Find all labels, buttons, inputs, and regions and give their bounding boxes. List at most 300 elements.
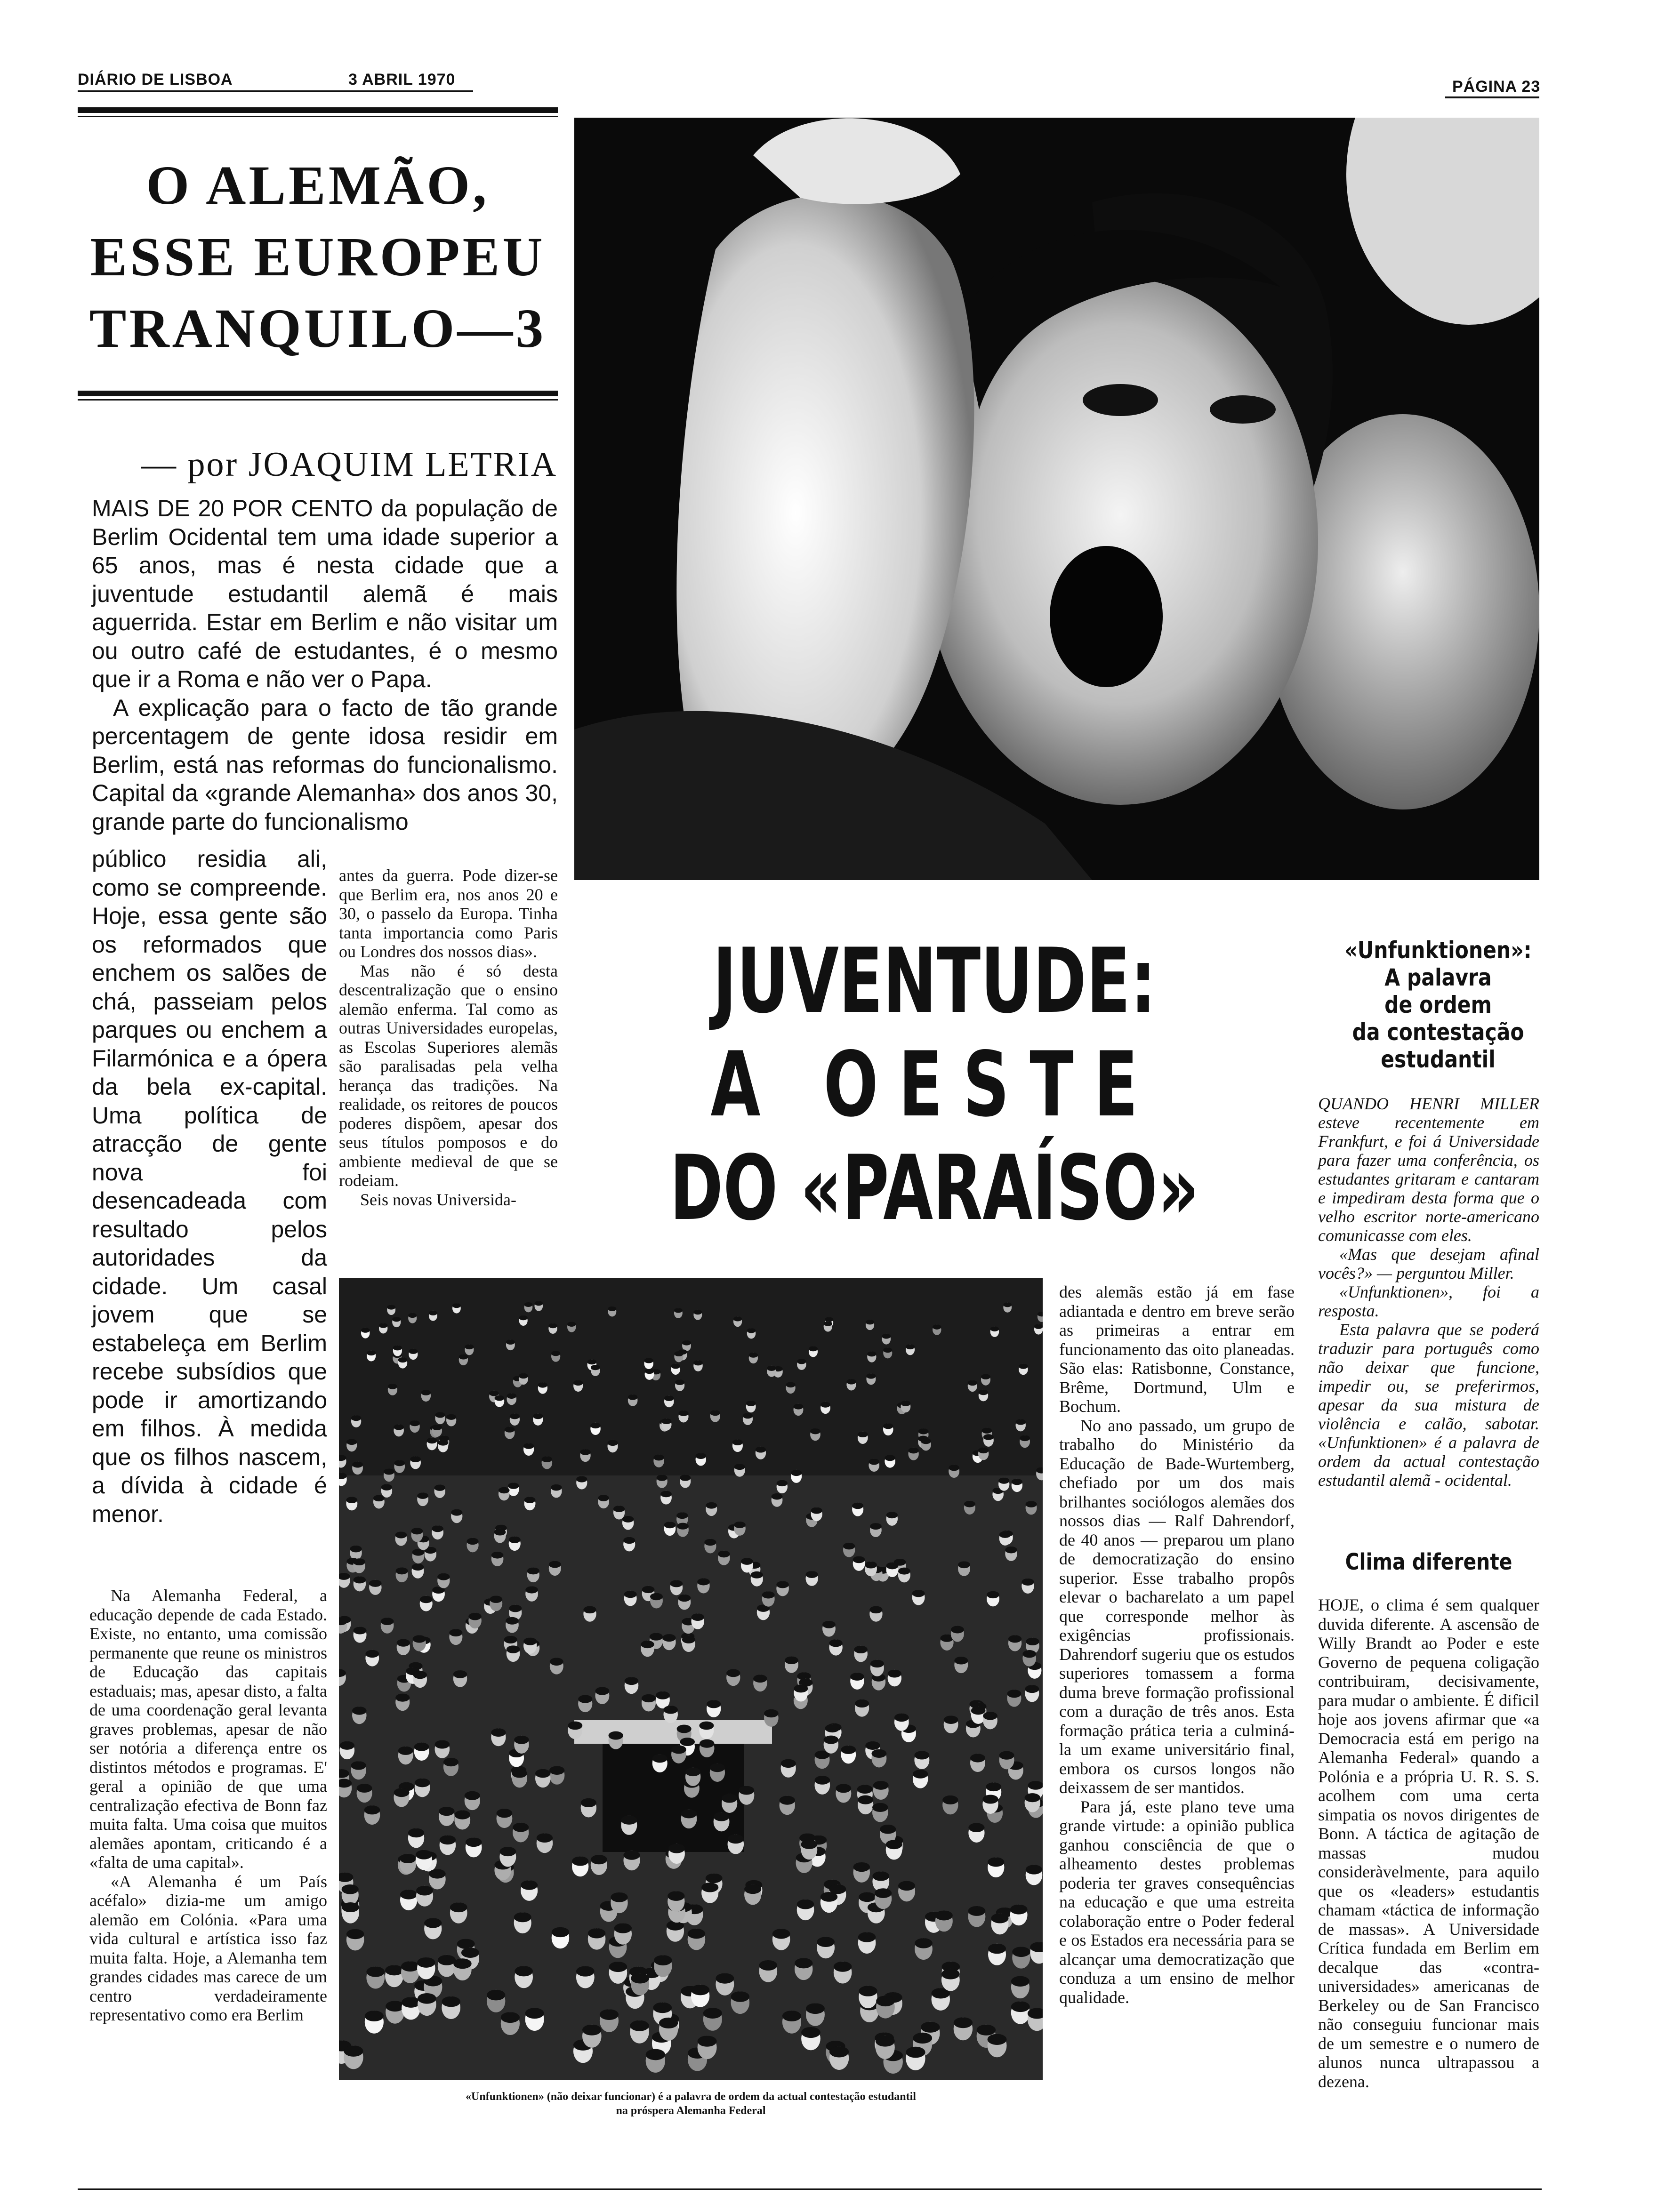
crowd-hair	[776, 1581, 789, 1588]
crowd-hair	[424, 1918, 442, 1928]
crowd-hair	[631, 1973, 649, 1983]
crowd-hair	[386, 2001, 404, 2012]
crowd-hair	[353, 1558, 365, 1565]
crowd-hair	[525, 2008, 544, 2019]
crowd-hair	[872, 1803, 888, 1812]
crowd-hair	[722, 1794, 737, 1803]
crowd-hair	[509, 1605, 522, 1612]
crowd-illustration	[339, 1278, 1043, 2080]
crowd-hair	[886, 1512, 898, 1518]
crowd-hair	[894, 1714, 909, 1722]
crowd-hair	[977, 2025, 996, 2036]
crowd-hair	[361, 1328, 370, 1333]
crowd-hair	[716, 1973, 734, 1983]
crowd-hair	[420, 1596, 433, 1603]
crowd-hair	[551, 1484, 562, 1491]
crowd-hair	[505, 1427, 515, 1432]
crowd-hair	[987, 1591, 999, 1598]
crowd-hair	[1026, 1865, 1043, 1874]
crowd-hair	[870, 1660, 884, 1668]
crowd-hair	[733, 1316, 742, 1321]
crowd-hair	[971, 1707, 986, 1715]
crowd-hair	[822, 1621, 836, 1628]
crowd-hair	[568, 1722, 582, 1730]
crowd-hair	[623, 1851, 640, 1860]
crowd-hair	[888, 1670, 901, 1678]
headline	[565, 930, 1304, 1240]
crowd-hair	[1008, 1635, 1022, 1643]
crowd-hair	[549, 1561, 561, 1568]
crowd-hair	[949, 1465, 959, 1471]
crowd-hair	[501, 2012, 520, 2023]
crowd-hair	[824, 1321, 832, 1326]
crowd-hair	[697, 1578, 709, 1585]
crowd-hair	[762, 1591, 775, 1598]
clima-text	[1318, 1595, 1539, 2091]
crowd-hair	[650, 1633, 663, 1641]
crowd-hair	[342, 1884, 359, 1894]
crowd-hair	[402, 1997, 420, 2008]
crowd-hair	[688, 1929, 706, 1939]
crowd-hair	[859, 1892, 876, 1902]
crowd-hair	[710, 1410, 720, 1416]
crowd-hair	[507, 1393, 516, 1399]
crowd-hair	[854, 1646, 868, 1653]
crowd-hair	[979, 1389, 988, 1395]
crowd-hair	[805, 1571, 818, 1578]
crowd-hair	[749, 1353, 758, 1358]
crowd-hair	[499, 1847, 516, 1856]
crowd-hair	[588, 1928, 606, 1938]
crowd-hair	[677, 1523, 689, 1530]
crowd-hair	[664, 1522, 676, 1528]
subhead-clima: Clima diferente	[1345, 1549, 1512, 1575]
crowd-hair	[506, 1339, 515, 1345]
crowd-hair	[442, 1996, 460, 2007]
crowd-hair	[858, 1432, 868, 1437]
crowd-hair	[746, 1401, 756, 1406]
crowd-hair	[841, 1746, 856, 1754]
crowd-hair	[413, 1671, 427, 1679]
crowd-hair	[782, 2011, 801, 2021]
crowd-hair	[415, 1779, 430, 1787]
crowd-hair	[538, 1382, 547, 1388]
sidebar-paragraph: Esta palavra que se poderá traduzir para português como não deixar que funcione, impedir ou, se preferirmos, apesar da sua mistura de violência e calão, sabotar. «Unfunktionen» é a palavra de ordem da actual contestação estudantil alemã - ocidental.	[1318, 1320, 1539, 1490]
crowd-hair	[506, 1617, 519, 1625]
crowd-hair	[504, 1636, 517, 1643]
crowd-hair	[859, 1986, 877, 1996]
crowd-hair	[514, 1736, 529, 1744]
crowd-hair	[882, 1334, 891, 1339]
crowd-hair	[642, 1586, 655, 1593]
crowd-hair	[693, 1310, 702, 1314]
crowd-hair	[801, 1840, 818, 1849]
crowd-hair	[400, 1854, 416, 1863]
crowd-hair	[533, 1413, 543, 1419]
crowd-hair	[675, 1379, 684, 1385]
crowd-hair	[964, 1501, 975, 1507]
crowd-hair	[459, 1354, 468, 1359]
crowd-hair	[676, 1512, 688, 1519]
crowd-hair	[875, 1888, 892, 1898]
crowd-hair	[342, 1902, 359, 1912]
crowd-hair	[668, 1891, 684, 1901]
crowd-hair	[400, 1890, 417, 1899]
crowd-hair	[846, 1379, 856, 1385]
crowd-hair	[412, 1563, 424, 1571]
series-title-line-2: ESSE EUROPEU	[90, 226, 546, 288]
crowd-hair	[392, 1317, 401, 1322]
crowd-hair	[398, 1747, 413, 1755]
sidebar-heading-line: de ordem	[1384, 991, 1492, 1018]
crowd-hair	[968, 1823, 984, 1832]
crowd-hair	[608, 1306, 616, 1311]
crowd-hair	[704, 1539, 716, 1546]
crowd-hair	[583, 1606, 596, 1613]
crowd-hair	[446, 1414, 456, 1420]
crowd-hair	[351, 1415, 361, 1421]
crowd-hair	[710, 1763, 725, 1772]
crowd-hair	[410, 1420, 419, 1426]
crowd-hair	[791, 1470, 802, 1476]
crowd-hair	[438, 1955, 456, 1965]
issue-date: 3 ABRIL 1970	[348, 71, 456, 88]
crowd-hair	[513, 1823, 529, 1832]
crowd-hair	[663, 1706, 678, 1714]
crowd-hair	[440, 1835, 456, 1844]
crowd-hair	[491, 1728, 506, 1737]
crowd-hair	[491, 1552, 504, 1559]
crowd-hair	[780, 1796, 795, 1805]
crowd-hair	[537, 1833, 553, 1843]
crowd-hair	[918, 1428, 929, 1434]
crowd-hair	[357, 1784, 372, 1793]
crowd-hair	[1022, 1650, 1036, 1658]
crowd-hair	[523, 1637, 537, 1645]
crowd-hair	[457, 1939, 475, 1949]
crowd-hair	[590, 1423, 601, 1428]
crowd-hair	[691, 1613, 704, 1621]
crowd-hair	[869, 1606, 882, 1613]
crowd-hair	[817, 1937, 835, 1947]
crowd-hair	[674, 1308, 683, 1313]
crowd-hair	[578, 1695, 592, 1703]
crowd-hair	[706, 1874, 723, 1883]
crowd-hair	[668, 1844, 685, 1853]
crowd-hair	[450, 1902, 467, 1912]
photo-caption	[339, 2090, 1043, 2118]
crowd-hair	[435, 1740, 450, 1748]
crowd-hair	[397, 1639, 410, 1647]
crowd-hair	[650, 1593, 663, 1600]
crowd-hair	[398, 1357, 407, 1362]
crowd-hair	[609, 1962, 627, 1972]
crowd-hair	[367, 1350, 376, 1355]
crowd-hair	[1003, 1302, 1012, 1307]
crowd-hair	[809, 1346, 818, 1351]
crowd-hair	[465, 1791, 480, 1800]
narrow-column: público residia ali, como se compreende. Hoje, essa gente são os reformados que enchem os salões de chá, passeiam pelos parques ou enchem a Filarmónica e a ópera da bela ex-capital. Uma política de atracção de gente nova foi desencadeada com resultado pelos autoridades da cidade. Um casal jovem que se estabeleça em Berlim recebe subsídios que pode ir amortizando em filhos. À medida que os filhos nascem, a dívida à cidade é menor.	[92, 846, 327, 1527]
crowd-hair	[351, 1761, 366, 1770]
crowd-hair	[410, 1456, 421, 1462]
crowd-hair	[352, 1707, 367, 1715]
crowd-hair	[387, 1305, 395, 1309]
headline-line-1: JUVENTUDE:	[713, 929, 1156, 1033]
crowd-hair	[1034, 1324, 1043, 1329]
crowd-hair	[662, 1634, 676, 1642]
crowd-hair	[542, 1456, 553, 1462]
crowd-hair	[726, 1669, 740, 1677]
sidebar-paragraph: «Mas que desejam afinal vocês?» — perguntou Miller.	[1318, 1245, 1539, 1282]
crowd-hair	[696, 1453, 707, 1459]
crowd-hair	[369, 1580, 382, 1587]
crowd-hair	[591, 1365, 600, 1370]
crowd-hair	[512, 1769, 527, 1778]
small-paragraph: Na Alemanha Federal, a educação depende de cada Estado. Existe, no entanto, uma comissão permanente que reune os ministros de Educação das capitais estaduais; mas, apesar disto, a falta de uma coordenação geral levanta graves problemas, apesar de não ser notória a diferença entre os distintos métodos e programas. E' geral a opinião de que uma centralização efectiva de Bonn faz muita falta. Uma coisa que muitos alemães apontam, criticando é a «falta de uma capital».	[89, 1586, 327, 1872]
crowd-hair	[572, 1856, 588, 1866]
crowd-hair	[535, 1769, 551, 1778]
crowd-hair	[941, 1969, 960, 1979]
crowd-hair	[682, 1340, 691, 1346]
crowd-photo	[339, 1278, 1043, 2080]
crowd-hair	[409, 1349, 418, 1354]
crowd-hair	[794, 1684, 808, 1692]
crowd-hair	[346, 1497, 357, 1503]
crowd-hair	[395, 1693, 410, 1701]
crowd-hair	[452, 1303, 461, 1308]
small-paragraph: «A Alemanha é um País acéfalo» dizia-me um amigo alemão em Colónia. «Para uma vida cultural e artística isso faz muita falta. Hoje, a Alemanha tem grandes cidades mas carece de um centro verdadeiramente representativo como era Berlim	[89, 1872, 327, 2024]
crowd-hair	[829, 2046, 849, 2058]
crowd-hair	[1025, 1685, 1039, 1693]
crowd-hair	[613, 1506, 625, 1512]
crowd-hair	[1019, 1363, 1028, 1369]
crowd-hair	[968, 1380, 977, 1386]
crowd-hair	[829, 1639, 842, 1647]
crowd-hair	[427, 1438, 437, 1444]
crowd-hair	[674, 1351, 683, 1356]
crowd-hair	[524, 1497, 536, 1503]
crowd-hair	[988, 1944, 1006, 1954]
crowd-hair	[915, 1938, 933, 1948]
crowd-hair	[786, 1382, 795, 1388]
crowd-hair	[756, 1447, 766, 1453]
crowd-hair	[743, 1413, 753, 1419]
protest-closeup-photo	[574, 118, 1539, 880]
crowd-hair	[614, 1923, 632, 1933]
crowd-hair	[461, 1948, 479, 1958]
crowd-hair	[1025, 1793, 1040, 1802]
sidebar-paragraph: «Unfunktionen», foi a resposta.	[1318, 1282, 1539, 1320]
crowd-hair	[954, 2017, 973, 2028]
crowd-hair	[734, 1464, 745, 1470]
crowd-hair	[388, 1384, 397, 1389]
crowd-hair	[434, 1484, 446, 1491]
crowd-hair	[988, 2034, 1007, 2045]
small-paragraph: Seis novas Universida-	[360, 1190, 516, 1209]
crowd-hair	[983, 1434, 994, 1440]
crowd-hair	[772, 1929, 790, 1939]
crowd-hair	[700, 1739, 715, 1748]
paper-name: DIÁRIO DE LISBOA	[78, 71, 233, 88]
crowd-hair	[834, 1962, 852, 1972]
crowd-hair	[384, 1468, 394, 1475]
crowd-hair	[413, 1635, 426, 1643]
crowd-hair	[421, 1390, 431, 1395]
crowd-hair	[914, 1751, 929, 1759]
crowd-hair	[645, 1369, 654, 1374]
crowd-hair	[625, 1677, 639, 1685]
crowd-hair	[824, 1736, 838, 1744]
crowd-hair	[880, 1825, 896, 1834]
crowd-hair	[810, 1428, 820, 1434]
crowd-hair	[509, 1536, 521, 1543]
crowd-hair	[381, 1484, 392, 1490]
series-title	[78, 150, 558, 364]
crowd-hair	[580, 1449, 590, 1455]
crowd-hair	[935, 1910, 953, 1920]
crowd-hair	[954, 1657, 968, 1665]
crowd-hair	[600, 2009, 619, 2020]
crowd-hair	[777, 1480, 788, 1486]
crowd-hair	[396, 1567, 408, 1574]
crowd-hair	[714, 1812, 730, 1821]
crowd-hair	[876, 2036, 895, 2046]
crowd-hair	[855, 1699, 869, 1707]
crowd-hair	[621, 1815, 637, 1824]
center-right-column	[1059, 1282, 1295, 2007]
crowd-hair	[718, 1551, 730, 1558]
crowd-hair	[549, 1766, 564, 1775]
crowd-hair	[901, 1401, 910, 1406]
crowd-hair	[982, 1428, 992, 1434]
crowd-hair	[858, 1932, 876, 1942]
intro-text	[92, 494, 558, 836]
crowd-hair	[951, 1626, 964, 1634]
crowd-hair	[858, 1795, 873, 1804]
crowd-hair	[836, 1784, 851, 1793]
crowd-hair	[820, 1402, 830, 1408]
crowd-hair	[519, 1373, 528, 1378]
crowd-hair	[825, 1317, 833, 1322]
crowd-hair	[366, 1966, 385, 1977]
crowd-hair	[998, 1477, 1009, 1483]
crowd-hair	[795, 1958, 813, 1968]
crowd-hair	[764, 1709, 779, 1718]
crowd-hair	[519, 1315, 528, 1320]
crowd-hair	[385, 1965, 403, 1975]
crowd-hair	[598, 1495, 609, 1501]
crowd-hair	[797, 1899, 814, 1909]
crowd-hair	[681, 1809, 697, 1818]
crowd-hair	[609, 1731, 623, 1740]
crowd-hair	[660, 1491, 672, 1498]
crowd-hair	[958, 1561, 970, 1568]
crowd-hair	[416, 1850, 432, 1859]
crowd-hair	[379, 1323, 387, 1328]
crowd-hair	[465, 1344, 474, 1349]
sidebar-heading-line: «Unfunktionen»:	[1344, 937, 1532, 964]
crowd-hair	[551, 1351, 560, 1356]
crowd-hair	[443, 1758, 458, 1766]
crowd-hair	[701, 1883, 718, 1892]
crowd-hair	[883, 1347, 892, 1353]
crowd-hair	[677, 1725, 692, 1733]
crowd-hair	[439, 1807, 455, 1816]
crowd-hair	[576, 1476, 587, 1482]
crowd-hair	[869, 1459, 879, 1465]
crowd-hair	[913, 2033, 932, 2044]
crowd-hair	[394, 1788, 409, 1797]
crowd-hair	[990, 1326, 999, 1331]
crowd-hair	[641, 1641, 654, 1648]
clima-paragraph: HOJE, o clima é sem qualquer duvida diferente. A ascensão de Willy Brandt ao Poder e este Governo de pequena coligação contribuiram, decisivamente, para mudar o ambiente. É dificil hoje aos jovens afirmar que «a Democracia está em perigo na Alemanha Federal» quando a Polónia e a própria U. R. S. S. acolhem com uma certa simpatia os novos dirigentes de Bonn. A táctica de agitação de massas mudou consideràvelmente, para aquilo que os «leaders» estudantis chamam «táctica de informação de massas». A Universidade Crítica fundada em Berlim em decalque das «contra-universidades» americanas de Berkeley ou de San Francisco não conseguiu funcionar mais de um semestre e o numero de alunos nunca ultrapassou a dezena.	[1318, 1595, 1539, 2091]
crowd-hair	[411, 1528, 423, 1534]
title-rule-top-thin	[78, 116, 558, 117]
crowd-hair	[659, 2018, 678, 2028]
sidebar-heading-line: da contestação	[1352, 1018, 1524, 1046]
crowd-hair	[1012, 1947, 1030, 1957]
crowd-hair	[865, 1741, 880, 1750]
crowd-hair	[871, 1749, 886, 1758]
crowd-hair	[1028, 1781, 1043, 1790]
crowd-hair	[611, 1892, 627, 1902]
crowd-hair	[699, 1722, 714, 1730]
crowd-hair	[867, 1351, 876, 1356]
crowd-hair	[921, 2022, 940, 2033]
crowd-hair	[497, 1809, 513, 1818]
crowd-hair	[494, 1529, 506, 1535]
crowd-hair	[983, 1712, 997, 1720]
crowd-hair	[728, 1835, 744, 1844]
crowd-hair	[912, 1590, 925, 1597]
crowd-hair	[898, 1881, 915, 1891]
crowd-hair	[354, 1627, 367, 1635]
crowd-hair	[365, 2011, 384, 2021]
crowd-hair	[978, 1447, 989, 1453]
crowd-hair	[521, 1880, 538, 1890]
crowd-hair	[587, 1359, 597, 1364]
crowd-hair	[654, 1955, 672, 1965]
crowd-hair	[646, 2049, 665, 2060]
masthead-rule-right	[1445, 96, 1539, 98]
title-rule-bottom-thin	[78, 399, 558, 401]
crowd-hair	[508, 1483, 519, 1489]
crowd-hair	[449, 1629, 462, 1636]
byline: — por JOAQUIM LETRIA	[141, 445, 558, 484]
crowd-hair	[656, 1691, 670, 1699]
crowd-hair	[968, 1906, 986, 1916]
crowd-hair	[885, 1455, 895, 1461]
crowd-hair	[906, 2047, 925, 2058]
crowd-hair	[747, 1328, 756, 1333]
crowd-hair	[703, 2008, 722, 2019]
crowd-hair	[657, 1475, 668, 1481]
crowd-hair	[1016, 1419, 1026, 1425]
crowd-hair	[820, 1892, 837, 1902]
crowd-hair	[1020, 1435, 1030, 1442]
crowd-hair	[753, 1675, 767, 1683]
crowd-hair	[680, 1738, 695, 1746]
crowd-hair	[814, 1776, 830, 1785]
crowd-hair	[581, 1798, 596, 1807]
crowd-hair	[550, 1658, 563, 1666]
crowd-hair	[467, 1538, 478, 1545]
series-title-line-3: TRANQUILO—3	[89, 297, 547, 359]
crowd-hair	[432, 1425, 442, 1430]
series-title-line-1: O ALEMÃO,	[146, 154, 490, 216]
crowd-hair	[466, 1837, 482, 1847]
caption-line-1: «Unfunktionen» (não deixar funcionar) é a palavra de ordem da actual contestação estudantil	[466, 2091, 916, 2103]
